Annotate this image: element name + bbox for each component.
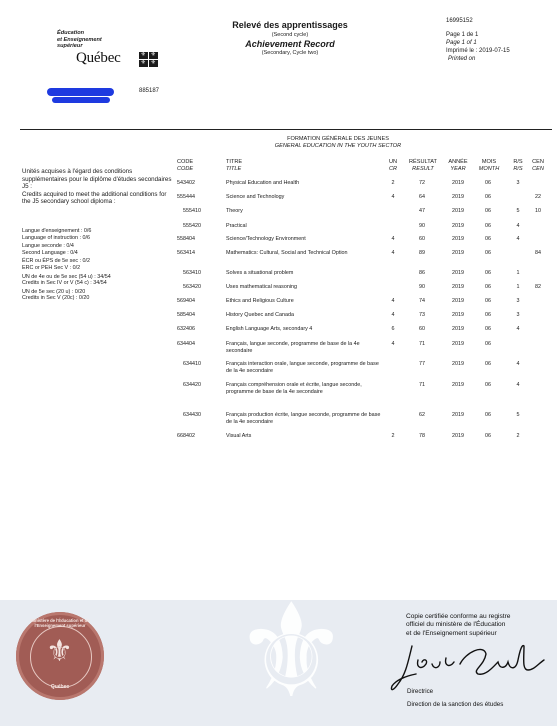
cell-rs: 5 bbox=[516, 208, 520, 214]
cell-title: History Quebec and Canada bbox=[226, 312, 295, 318]
credits-summary-details bbox=[22, 228, 174, 302]
cell-rs: 1 bbox=[516, 284, 520, 290]
cell-title: Français interaction orale, langue seconde, programme de base de la 4e secondaire bbox=[226, 361, 379, 374]
header-divider bbox=[20, 129, 552, 130]
seal-fleur-de-lis-icon: ⚜ bbox=[46, 634, 73, 669]
cell-result: 86 bbox=[419, 270, 425, 276]
cell-year: 2019 bbox=[452, 341, 464, 347]
cell-month: 06 bbox=[485, 180, 491, 186]
summary-sec4-en: Credits in Sec IV or V (54 c) : 34/54 bbox=[22, 280, 107, 287]
cell-code: 555420 bbox=[183, 223, 201, 229]
cell-un: 6 bbox=[391, 326, 395, 332]
student-code: 885187 bbox=[139, 88, 160, 94]
cell-code: 668402 bbox=[177, 433, 195, 439]
col-un bbox=[386, 159, 400, 172]
summary-units-fr: Unités acquises à l'égard des conditions supplémentaires pour le diplôme d'études secondaires J5 : bbox=[22, 168, 172, 190]
cell-code: 563410 bbox=[183, 270, 201, 276]
cell-title: Mathematics: Cultural, Social and Technical Option bbox=[226, 250, 348, 256]
summary-sec5-en: Credits in Sec V (20c) : 0/20 bbox=[22, 295, 90, 302]
cell-result: 90 bbox=[419, 223, 425, 229]
cell-rs: 4 bbox=[516, 236, 520, 242]
sector-heading bbox=[228, 136, 448, 149]
cell-year: 2019 bbox=[452, 194, 464, 200]
summary-sec4-fr: UN de 4e ou de 5e sec (54 u) : 34/54 bbox=[22, 273, 111, 280]
cell-rs: 3 bbox=[516, 312, 520, 318]
cell-year: 2019 bbox=[452, 433, 464, 439]
col-title-fr: TITRE bbox=[226, 159, 243, 165]
summary-second-lang-fr: Langue seconde : 0/4 bbox=[22, 243, 74, 250]
printed-date-fr: Imprimé le : 2019-07-15 bbox=[446, 48, 510, 54]
cell-title: Français compréhension orale et écrite, langue seconde, programme de base de la 4e secondaire bbox=[226, 382, 362, 395]
col-cen-en: CEN bbox=[532, 165, 544, 172]
cell-year: 2019 bbox=[452, 250, 464, 256]
cell-result: 71 bbox=[419, 341, 425, 347]
cell-month: 06 bbox=[485, 326, 491, 332]
cell-code: 569404 bbox=[177, 298, 195, 304]
cell-result: 72 bbox=[419, 180, 425, 186]
cell-code: 634404 bbox=[177, 341, 195, 347]
cell-title: Physical Education and Health bbox=[226, 180, 300, 186]
cell-title: Science and Technology bbox=[226, 194, 285, 200]
cell-result: 71 bbox=[419, 382, 425, 388]
sector-fr: FORMATION GÉNÉRALE DES JEUNES bbox=[287, 136, 389, 142]
col-year-fr: ANNÉE bbox=[448, 159, 468, 165]
cell-month: 06 bbox=[485, 208, 491, 214]
cell-title: Theory bbox=[226, 208, 243, 214]
page-indicator-en: Page 1 of 1 bbox=[446, 40, 477, 46]
summary-ecr-en: ERC or PEH Sec V : 0/2 bbox=[22, 264, 81, 271]
cell-code: 634430 bbox=[183, 412, 201, 418]
cell-un: 4 bbox=[391, 194, 395, 200]
cell-un: 4 bbox=[391, 312, 395, 318]
cell-title: Practical bbox=[226, 223, 247, 229]
cell-year: 2019 bbox=[452, 326, 464, 332]
cell-result: 77 bbox=[419, 361, 425, 367]
cert-line-1: Copie certifiée conforme au registre bbox=[406, 613, 511, 620]
document-meta bbox=[446, 17, 510, 63]
cell-title: Science/Technology Environment bbox=[226, 236, 306, 242]
col-un-fr: UN bbox=[388, 159, 398, 165]
cell-result: 90 bbox=[419, 284, 425, 290]
cell-year: 2019 bbox=[452, 361, 464, 367]
cell-title: Solves a situational problem bbox=[226, 270, 294, 276]
cell-year: 2019 bbox=[452, 298, 464, 304]
page-indicator-fr: Page 1 de 1 bbox=[446, 32, 479, 38]
cell-month: 06 bbox=[485, 341, 491, 347]
cell-title: Visual Arts bbox=[226, 433, 252, 439]
ministry-seal bbox=[16, 612, 104, 700]
cell-year: 2019 bbox=[452, 180, 464, 186]
cell-month: 06 bbox=[485, 250, 491, 256]
cell-month: 06 bbox=[485, 361, 491, 367]
cell-month: 06 bbox=[485, 298, 491, 304]
cell-title: Ethics and Religious Culture bbox=[226, 298, 294, 304]
cell-rs: 4 bbox=[516, 382, 520, 388]
col-month bbox=[474, 159, 504, 172]
seal-text-top: Ministère de l'Éducation et de l'Enseignement supérieur bbox=[30, 618, 90, 628]
cell-code: 555410 bbox=[183, 208, 201, 214]
col-cen-fr: CEN bbox=[532, 159, 544, 165]
summary-lang-instr-en: Language of instruction : 0/6 bbox=[22, 234, 91, 241]
cell-un: 4 bbox=[391, 236, 395, 242]
col-un-en: CR bbox=[388, 165, 398, 172]
cell-rs: 2 bbox=[516, 433, 520, 439]
cell-year: 2019 bbox=[452, 284, 464, 290]
cell-result: 89 bbox=[419, 250, 425, 256]
cell-code: 634410 bbox=[183, 361, 201, 367]
director-department: Direction de la sanction des études bbox=[407, 701, 504, 708]
cell-title: English Language Arts, secondary 4 bbox=[226, 326, 313, 332]
col-year-en: YEAR bbox=[450, 165, 466, 172]
cell-cen: 84 bbox=[535, 250, 541, 256]
cell-result: 62 bbox=[419, 412, 425, 418]
cell-un: 2 bbox=[391, 433, 395, 439]
summary-units-en: Credits acquired to meet the additional conditions for the J5 secondary school diploma : bbox=[22, 190, 167, 205]
cell-result: 60 bbox=[419, 236, 425, 242]
printed-date-en: Printed on bbox=[448, 56, 476, 62]
certification-text bbox=[406, 613, 551, 638]
cell-title: Uses mathematical reasoning bbox=[226, 284, 298, 290]
cell-cen: 10 bbox=[535, 208, 541, 214]
col-month-en: MONTH bbox=[478, 165, 500, 172]
cell-code: 563414 bbox=[177, 250, 195, 256]
col-title-en: TITLE bbox=[226, 165, 242, 172]
cell-code: 563420 bbox=[183, 284, 201, 290]
cell-rs: 4 bbox=[516, 361, 520, 367]
document-number: 16995152 bbox=[446, 18, 473, 24]
cell-year: 2019 bbox=[452, 270, 464, 276]
cell-rs: 3 bbox=[516, 180, 520, 186]
cell-un: 2 bbox=[391, 180, 395, 186]
seal-text-bottom: Québec bbox=[50, 684, 70, 690]
cell-rs: 3 bbox=[516, 298, 520, 304]
cell-month: 06 bbox=[485, 236, 491, 242]
summary-sec5-fr: UN de 5e sec (20 u) : 0/20 bbox=[22, 288, 86, 295]
cell-year: 2019 bbox=[452, 412, 464, 418]
cell-result: 74 bbox=[419, 298, 425, 304]
cell-un: 4 bbox=[391, 298, 395, 304]
cycle-fr: (Second cycle) bbox=[271, 32, 309, 38]
col-result-fr: RÉSULTAT bbox=[409, 159, 437, 165]
quebec-wordmark: Québec bbox=[76, 50, 121, 66]
col-cen bbox=[528, 159, 548, 172]
cell-result: 73 bbox=[419, 312, 425, 318]
cell-code: 632406 bbox=[177, 326, 195, 332]
ministry-line-1: Éducation bbox=[57, 30, 85, 36]
cell-month: 06 bbox=[485, 270, 491, 276]
cell-un: 4 bbox=[391, 341, 395, 347]
col-code-fr: CODE bbox=[177, 159, 194, 165]
ministry-name bbox=[57, 30, 102, 50]
cycle-en: (Secondary, Cycle two) bbox=[261, 50, 319, 56]
cell-code: 585404 bbox=[177, 312, 195, 318]
col-rs-en: R/S bbox=[513, 165, 523, 172]
cell-rs: 5 bbox=[516, 412, 520, 418]
cell-year: 2019 bbox=[452, 236, 464, 242]
cell-rs: 1 bbox=[516, 270, 520, 276]
redacted-name-2 bbox=[52, 97, 110, 103]
cell-code: 558404 bbox=[177, 236, 195, 242]
quebec-flag-icon bbox=[139, 52, 158, 67]
director-role: Directrice bbox=[407, 688, 434, 695]
document-title-en: Achievement Record bbox=[245, 39, 335, 49]
cell-code: 555444 bbox=[177, 194, 195, 200]
cell-rs: 4 bbox=[516, 326, 520, 332]
cell-code: 543402 bbox=[177, 180, 195, 186]
redacted-name bbox=[47, 88, 114, 96]
cell-month: 06 bbox=[485, 194, 491, 200]
col-result-en: RESULT bbox=[412, 165, 434, 172]
cell-result: 78 bbox=[419, 433, 425, 439]
cell-un: 4 bbox=[391, 250, 395, 256]
cell-code: 634420 bbox=[183, 382, 201, 388]
cell-title: Français production écrite, langue seconde, programme de base de la 4e secondaire bbox=[226, 412, 381, 425]
sector-en: GENERAL EDUCATION IN THE YOUTH SECTOR bbox=[274, 142, 402, 149]
col-result bbox=[403, 159, 443, 172]
cell-month: 06 bbox=[485, 284, 491, 290]
cell-cen: 82 bbox=[535, 284, 541, 290]
cell-year: 2019 bbox=[452, 382, 464, 388]
cell-result: 60 bbox=[419, 326, 425, 332]
col-code-en: CODE bbox=[177, 165, 194, 172]
col-year bbox=[444, 159, 472, 172]
cell-result: 64 bbox=[419, 194, 425, 200]
fleur-de-lis-watermark-icon: ⚜ bbox=[233, 600, 350, 726]
cert-line-3: et de l'Enseignement supérieur bbox=[406, 629, 497, 637]
cert-line-2: officiel du ministère de l'Éducation bbox=[406, 621, 506, 629]
ministry-line-2: et Enseignement bbox=[57, 36, 102, 43]
cell-year: 2019 bbox=[452, 223, 464, 229]
cell-rs: 4 bbox=[516, 223, 520, 229]
cell-month: 06 bbox=[485, 223, 491, 229]
cell-year: 2019 bbox=[452, 312, 464, 318]
cell-month: 06 bbox=[485, 433, 491, 439]
cell-month: 06 bbox=[485, 412, 491, 418]
summary-lang-instr-fr: Langue d'enseignement : 0/6 bbox=[22, 228, 92, 234]
cell-year: 2019 bbox=[452, 208, 464, 214]
cell-month: 06 bbox=[485, 382, 491, 388]
cell-cen: 22 bbox=[535, 194, 541, 200]
summary-second-lang-en: Second Language : 0/4 bbox=[22, 249, 78, 256]
col-code bbox=[177, 159, 193, 172]
document-title-fr: Relevé des apprentissages bbox=[232, 20, 348, 30]
cell-month: 06 bbox=[485, 312, 491, 318]
summary-ecr-fr: ÉCR ou ÉPS de 5e sec : 0/2 bbox=[22, 258, 91, 265]
col-title bbox=[226, 159, 242, 172]
col-month-fr: MOIS bbox=[481, 159, 497, 165]
col-rs bbox=[510, 159, 526, 172]
col-rs-fr: R/S bbox=[513, 159, 523, 165]
ministry-line-3: supérieur bbox=[57, 43, 83, 49]
cell-title: Français, langue seconde, programme de base de la 4e secondaire bbox=[226, 341, 360, 354]
cell-result: 47 bbox=[419, 208, 425, 214]
credits-summary-intro bbox=[22, 168, 174, 206]
